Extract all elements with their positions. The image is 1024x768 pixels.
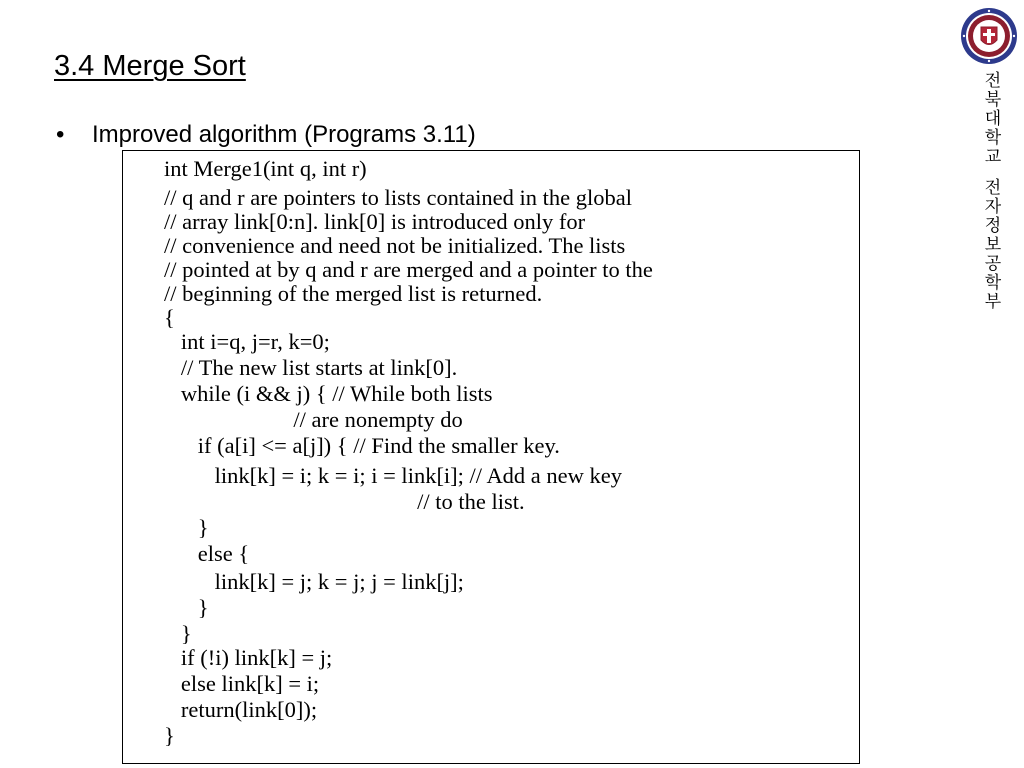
code-line: while (i && j) { // While both lists <box>164 381 493 406</box>
code-line: // array link[0:n]. link[0] is introduced only for <box>164 209 586 234</box>
name-char: 보 <box>984 235 1002 255</box>
code-line: // The new list starts at link[0]. <box>164 355 458 380</box>
name-char: 부 <box>984 292 1002 312</box>
code-line: int i=q, j=r, k=0; <box>164 329 330 354</box>
code-line: // to the list. <box>164 489 525 514</box>
university-seal-icon <box>960 7 1018 65</box>
name-char: 학 <box>984 273 1002 293</box>
code-line: if (a[i] <= a[j]) { // Find the smaller key. <box>164 433 560 458</box>
bullet-marker: • <box>56 121 65 148</box>
institution-name-vertical <box>980 72 1006 312</box>
code-line: // q and r are pointers to lists contained in the global <box>164 185 633 210</box>
code-line: } <box>164 595 209 620</box>
code-line: link[k] = j; k = j; j = link[j]; <box>164 569 464 594</box>
code-line: if (!i) link[k] = j; <box>164 645 333 670</box>
name-char: 교 <box>984 147 1002 167</box>
name-char: 대 <box>984 109 1002 129</box>
code-line: // are nonempty do <box>164 407 463 432</box>
name-char: 전 <box>984 71 1002 91</box>
name-char: 정 <box>984 216 1002 236</box>
name-char: 학 <box>984 128 1002 148</box>
code-line: int Merge1(int q, int r) <box>164 156 367 181</box>
code-line: } <box>164 621 192 646</box>
bullet-item <box>56 121 476 149</box>
slide-title: 3.4 Merge Sort <box>54 50 246 82</box>
code-line: else { <box>164 541 250 566</box>
code-line: { <box>164 305 175 330</box>
code-line: return(link[0]); <box>164 697 318 722</box>
bullet-text: Improved algorithm (Programs 3.11) <box>92 121 476 148</box>
code-line: // beginning of the merged list is returned. <box>164 281 543 306</box>
code-line: // pointed at by q and r are merged and a pointer to the <box>164 257 653 282</box>
code-line: } <box>164 515 209 540</box>
code-line: // convenience and need not be initialized. The lists <box>164 233 626 258</box>
code-line: link[k] = i; k = i; i = link[i]; // Add a new key <box>164 463 623 488</box>
name-char: 북 <box>984 90 1002 110</box>
code-line: } <box>164 723 175 748</box>
name-char: 공 <box>984 254 1002 274</box>
name-char: 자 <box>984 197 1002 217</box>
name-char: 전 <box>984 178 1002 198</box>
code-line: else link[k] = i; <box>164 671 320 696</box>
